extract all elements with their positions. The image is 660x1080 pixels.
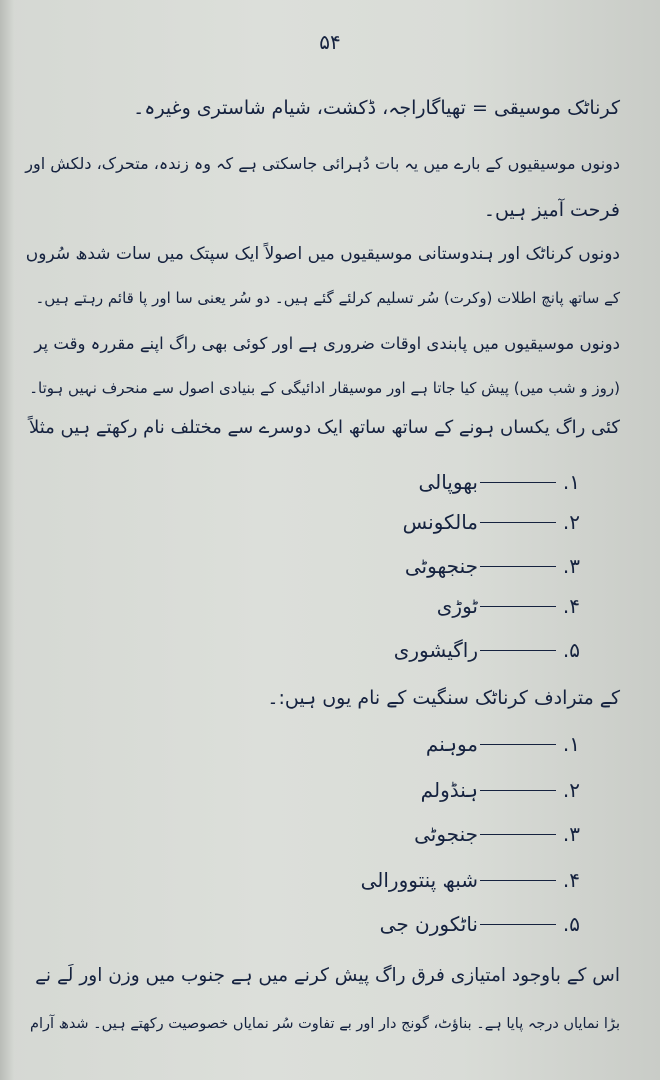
list-item [394, 636, 580, 664]
list-item [361, 866, 580, 894]
list-item-text: جنجوٹی [414, 822, 478, 846]
list-item [414, 820, 580, 848]
list-item-text: شبھ پنتوورالی [360, 868, 478, 892]
list-dash [480, 924, 556, 925]
list-item-text: جنجھوٹی [404, 554, 478, 578]
list-item-number: ۵. [562, 638, 580, 662]
list-item-number: ۳. [562, 554, 580, 578]
list-item [426, 730, 580, 758]
text-line: اس کے باوجود امتیازی فرق راگ پیش کرنے میں ہے جنوب میں وزن اور لَے نے [35, 965, 620, 986]
text-line: کئی راگ یکساں ہونے کے ساتھ ساتھ ایک دوسرے سے مختلف نام رکھتے ہیں مثلاً [28, 417, 620, 438]
list-dash [480, 482, 556, 483]
list-item-text: موہنم [425, 732, 478, 756]
list-item [405, 552, 580, 580]
list-item-text: مالکونس [402, 510, 478, 534]
list-item-text: راگیشوری [393, 638, 478, 662]
text-line: کے ساتھ پانچ اطلات (وکرت) سُر تسلیم کرلئے گئے ہیں۔ دو سُر یعنی سا اور پا قائم رہتے ہیں۔ [35, 289, 620, 307]
text-line: فرحت آمیز ہیں۔ [483, 199, 620, 221]
list-dash [480, 650, 556, 651]
text-line: کے مترادف کرناٹک سنگیت کے نام یوں ہیں:۔ [267, 687, 620, 709]
page-number: ۵۴ [319, 30, 341, 54]
list-item-text: ٹوڑی [436, 594, 478, 618]
text-line: دونوں موسیقیوں کے بارے میں یہ بات دُہرائی جاسکتی ہے کہ وہ زندہ، متحرک، دلکش اور [25, 154, 620, 173]
list-item-text: بھوپالی [418, 470, 478, 494]
page-gutter-shadow [0, 0, 14, 1080]
list-item-text: ہنڈولم [420, 778, 478, 802]
list-dash [480, 880, 556, 881]
list-item-number: ۵. [562, 912, 580, 936]
list-dash [480, 790, 556, 791]
list-item-number: ۲. [562, 778, 580, 802]
list-item [380, 910, 580, 938]
list-dash [480, 606, 556, 607]
list-item-number: ۲. [562, 510, 580, 534]
list-dash [480, 522, 556, 523]
list-dash [480, 834, 556, 835]
text-line: بڑا نمایاں درجہ پایا ہے۔ بناؤٹ، گونج دار اور بے تفاوت سُر نمایاں خصوصیت رکھتے ہیں۔ شدھ آرام [30, 1016, 620, 1032]
list-item [437, 592, 580, 620]
list-dash [480, 566, 556, 567]
list-item-number: ۴. [562, 594, 580, 618]
list-dash [480, 744, 556, 745]
list-item-number: ۳. [562, 822, 580, 846]
text-line: کرناٹک موسیقی = تھیاگاراجہ، ڈکشت، شیام شاستری وغیرہ۔ [133, 97, 620, 119]
list-item [421, 776, 580, 804]
list-item-number: ۱. [562, 732, 580, 756]
text-line: (روز و شب میں) پیش کیا جاتا ہے اور موسیقار ادائیگی کے بنیادی اصول سے منحرف نہیں ہوتا۔ [29, 379, 620, 397]
list-item [418, 468, 580, 496]
text-line: دونوں موسیقیوں میں پابندی اوقات ضروری ہے اور کوئی بھی راگ اپنے مقررہ وقت پر [34, 334, 620, 353]
list-item [403, 508, 580, 536]
list-item-number: ۱. [562, 470, 580, 494]
text-line: دونوں کرناٹک اور ہندوستانی موسیقیوں میں اصولاً ایک سپتک میں سات شدھ سُروں [25, 244, 620, 264]
list-item-number: ۴. [562, 868, 580, 892]
list-item-text: ناٹکورن جی [379, 912, 478, 936]
